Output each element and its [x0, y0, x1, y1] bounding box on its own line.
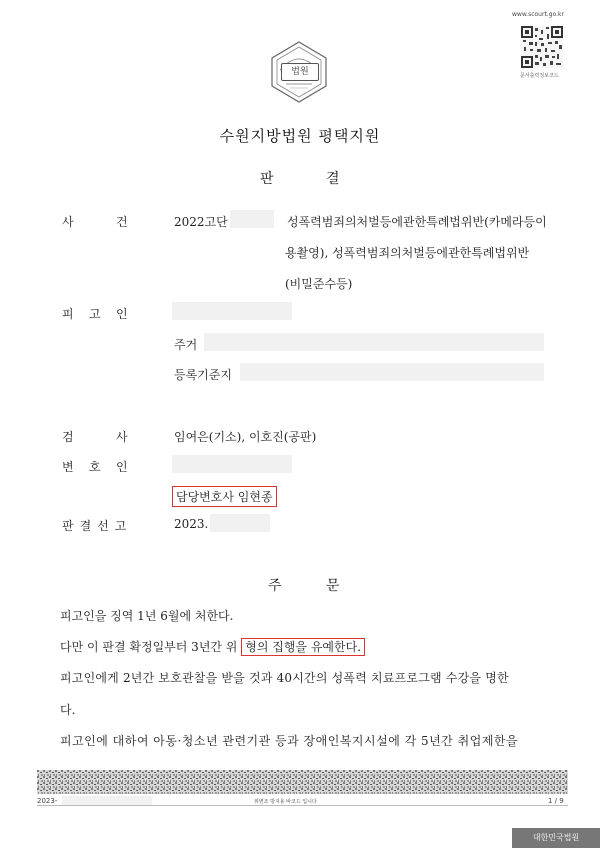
- redacted-address: [204, 333, 544, 351]
- order-heading-char2: 문: [326, 578, 341, 594]
- case-charge-line3: (비밀준수등): [285, 277, 353, 291]
- order-line-1: 피고인을 징역 1년 6월에 처한다.: [60, 609, 234, 623]
- case-charge-line2: 용촬영), 성폭력범죄의처벌등에관한특례법위반: [285, 246, 530, 260]
- order-line-5: 피고인에 대하여 아동·청소년 관련기관 등과 장애인복지시설에 각 5년간 취업제한을: [60, 734, 519, 748]
- order-heading-char1: 주: [268, 578, 283, 594]
- registry-label: 등록기준지: [174, 368, 232, 382]
- lawyer-label-char1: 변: [62, 460, 74, 474]
- page-number: 1 / 9: [548, 797, 564, 805]
- verdict-date-label: 판결선고: [62, 519, 133, 533]
- order-line-2: [60, 638, 365, 655]
- qr-code-icon: [521, 26, 563, 68]
- qr-code-label: 문서출력정보코드: [520, 73, 559, 79]
- prosecutor-label-char2: 사: [116, 430, 128, 444]
- court-brand-label: 대한민국법원: [512, 828, 600, 848]
- prosecutor-names: 임여은(기소), 이호진(공판): [174, 430, 317, 444]
- anti-forgery-barcode: [37, 770, 568, 794]
- lawyer-label-char2: 호: [89, 460, 101, 474]
- case-label-char1: 사: [62, 215, 74, 229]
- case-charge-line1: 성폭력범죄의처벌등에관한특례법위반(카메라등이: [287, 215, 547, 229]
- redacted-document-id: [62, 796, 152, 805]
- document-title-char1: 판: [260, 171, 275, 187]
- redacted-registry: [240, 363, 544, 381]
- redacted-law-firm: [172, 455, 292, 473]
- anti-forgery-notice: 위변조 방지용 바코드 입니다: [254, 799, 317, 805]
- verdict-date-value: 2023.: [174, 517, 209, 531]
- prosecutor-label-char1: 검: [62, 430, 74, 444]
- order-line-3: 피고인에게 2년간 보호관찰을 받을 것과 40시간의 성폭력 치료프로그램 수강을 명한: [60, 671, 509, 685]
- redacted-defendant-name: [172, 302, 292, 320]
- case-label-char2: 건: [116, 215, 128, 229]
- order-line-4: 다.: [60, 703, 76, 717]
- lawyer-label-char3: 인: [116, 460, 128, 474]
- court-website-url[interactable]: www.scourt.go.kr: [512, 11, 564, 18]
- defendant-label-char3: 인: [116, 307, 128, 321]
- order-line-2-text: 다만 이 판결 확정일부터 3년간 위: [60, 640, 238, 654]
- document-title-char2: 결: [326, 171, 341, 187]
- assigned-lawyer: 담당변호사 임현종: [172, 486, 277, 507]
- case-number: 2022고단: [174, 215, 228, 229]
- redacted-verdict-date: [210, 514, 270, 532]
- redacted-case-number: [230, 210, 274, 228]
- probation-highlight: 형의 집행을 유예한다.: [241, 638, 365, 656]
- court-name: 수원지방법원 평택지원: [219, 127, 381, 145]
- document-id: 2023-: [37, 797, 58, 805]
- footer-divider: [37, 805, 568, 806]
- defendant-label-char1: 피: [62, 307, 74, 321]
- defendant-label-char2: 고: [89, 307, 101, 321]
- address-label: 주거: [174, 338, 198, 352]
- seal-label: 법원: [281, 63, 319, 81]
